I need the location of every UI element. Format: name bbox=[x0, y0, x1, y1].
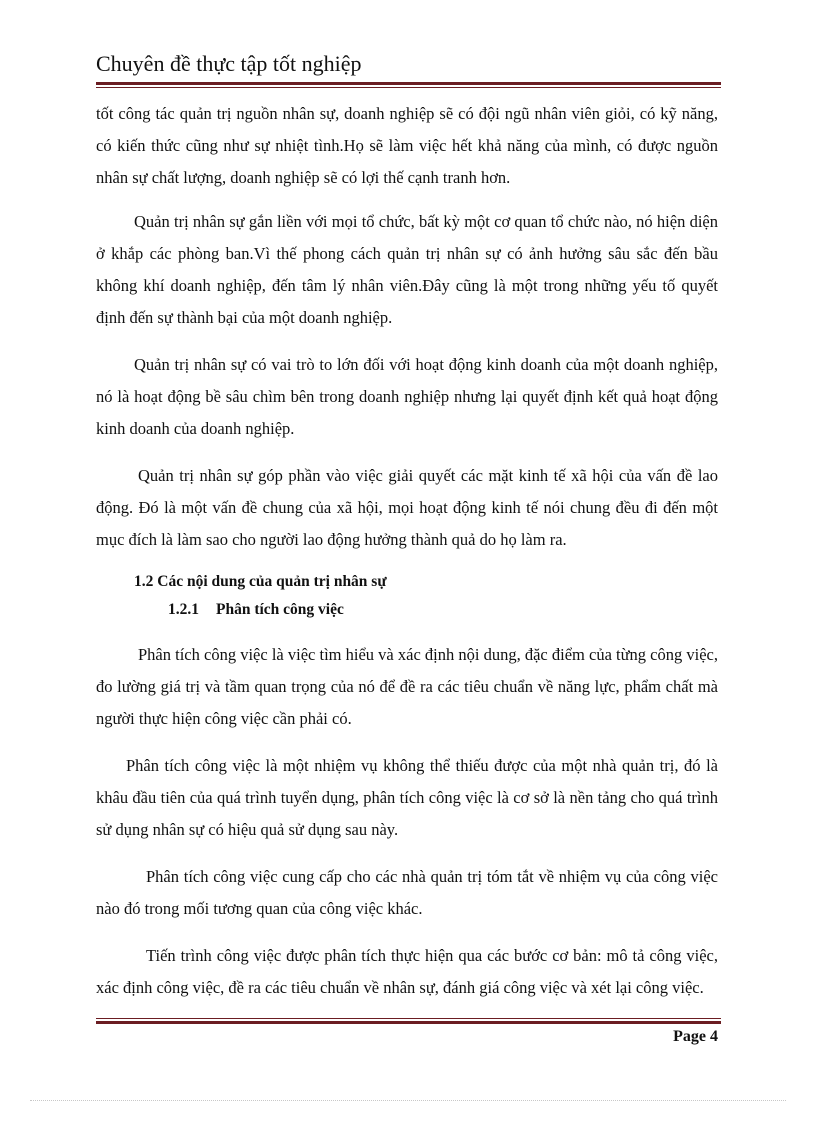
paragraph: Quản trị nhân sự gắn liền với mọi tổ chức, bất kỳ một cơ quan tổ chức nào, nó hiện diện ở khắp các phòng ban.Vì thế phong cách quản trị nhân sự có ảnh hưởng sâu sắc đến bầu không khí doanh nghiệp, đến tâm lý nhân viên.Đây cũng là một trong những yếu tố quyết định đến sự thành bại của một doanh nghiệp. bbox=[96, 212, 718, 327]
body-content bbox=[96, 98, 718, 1019]
paragraph: Phân tích công việc là một nhiệm vụ không thể thiếu được của một nhà quản trị, đó là khâu đầu tiên của quá trình tuyển dụng, phân tích công việc là cơ sở là nền tảng cho quá trình sử dụng nhân sự có hiệu quả sử dụng sau này. bbox=[96, 756, 718, 839]
paragraph: Quản trị nhân sự góp phần vào việc giải quyết các mặt kinh tế xã hội của vấn đề lao động. Đó là một vấn đề chung của xã hội, mọi hoạt động kinh tế nói chung đều đi đến một mục đích là làm sao cho người lao động hưởng thành quả do họ làm ra. bbox=[96, 466, 718, 549]
paragraph: Tiến trình công việc được phân tích thực hiện qua các bước cơ bản: mô tả công việc, xác định công việc, đề ra các tiêu chuẩn về nhân sự, đánh giá công việc và xét lại công việc. bbox=[96, 946, 718, 997]
header-rule-thick bbox=[96, 82, 721, 85]
subsection-title: Phân tích công việc bbox=[216, 601, 344, 618]
subsection-heading bbox=[168, 599, 718, 621]
page-edge-divider bbox=[30, 1100, 786, 1101]
section-heading: 1.2 Các nội dung của quản trị nhân sự bbox=[134, 573, 387, 590]
header-title: Chuyên đề thực tập tốt nghiệp bbox=[96, 51, 362, 76]
paragraph: Quản trị nhân sự có vai trò to lớn đối với hoạt động kinh doanh của một doanh nghiệp, nó là hoạt động bề sâu chìm bên trong doanh nghiệp nhưng lại quyết định kết quả hoạt động kinh doanh của doanh nghiệp. bbox=[96, 355, 718, 438]
footer-rule-thin bbox=[96, 1018, 721, 1019]
subsection-number: 1.2.1 bbox=[168, 601, 199, 618]
page-number: Page 4 bbox=[673, 1028, 718, 1045]
paragraph: tốt công tác quản trị nguồn nhân sự, doanh nghiệp sẽ có đội ngũ nhân viên giỏi, có kỹ năng, có kiến thức cũng như sự nhiệt tình.Họ sẽ làm việc hết khả năng của mình, có được nguồn nhân sự chất lượng, doanh nghiệp sẽ có lợi thế cạnh tranh hơn. bbox=[96, 104, 718, 187]
header-rule-thin bbox=[96, 87, 721, 88]
paragraph: Phân tích công việc cung cấp cho các nhà quản trị tóm tắt về nhiệm vụ của công việc nào đó trong mối tương quan của công việc khác. bbox=[96, 867, 718, 918]
paragraph: Phân tích công việc là việc tìm hiểu và xác định nội dung, đặc điểm của từng công việc, đo lường giá trị và tầm quan trọng của nó để đề ra các tiêu chuẩn về năng lực, phẩm chất mà người thực hiện công việc cần phải có. bbox=[96, 645, 718, 728]
page-header bbox=[96, 50, 721, 78]
footer-rule-thick bbox=[96, 1021, 721, 1024]
